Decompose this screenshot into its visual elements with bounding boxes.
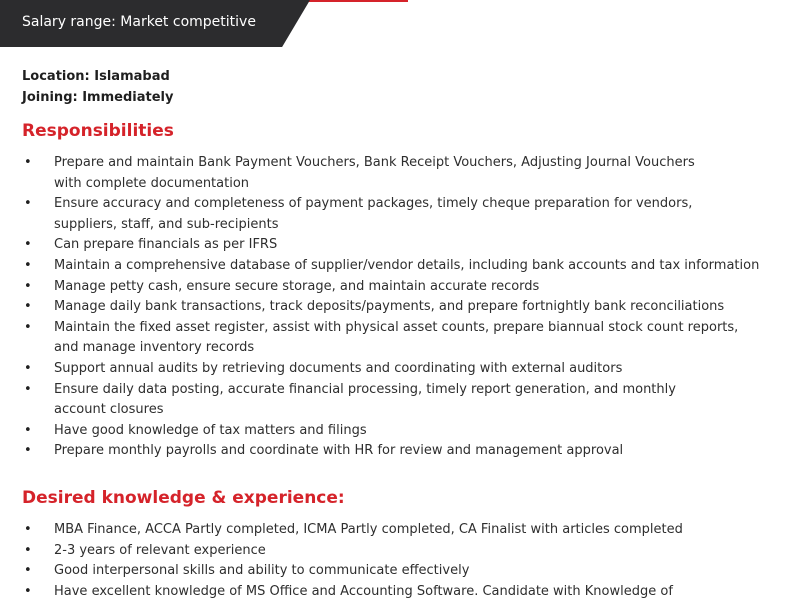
list-item-text: Good interpersonal skills and ability to communicate effectively: [54, 563, 470, 579]
bullet-icon: •: [24, 522, 32, 537]
bullet-icon: •: [24, 583, 32, 599]
bullet-icon: •: [24, 381, 32, 397]
bullet-icon: •: [24, 542, 32, 558]
bullet-icon: •: [24, 155, 32, 170]
bullet-icon: •: [24, 563, 32, 579]
list-item-text: Prepare and maintain Bank Payment Vouchers, Bank Receipt Vouchers, Adjusting Journal Vouchers with complete documentation: [54, 155, 695, 191]
knowledge-heading: Desired knowledge & experience:: [22, 488, 345, 508]
salary-range-text: Salary range: Market competitive: [22, 14, 256, 30]
location-text: Location: Islamabad: [22, 69, 170, 84]
job-meta: [22, 66, 173, 108]
list-item-text: Ensure accuracy and completeness of payment packages, timely cheque preparation for vendors, suppliers, staff, and sub-recipients: [54, 196, 693, 232]
list-item-text: Maintain a comprehensive database of supplier/vendor details, including bank accounts and tax information: [54, 257, 760, 273]
bullet-icon: •: [24, 196, 32, 212]
list-item: [22, 194, 782, 235]
list-item: [22, 441, 782, 462]
list-item-text: Maintain the fixed asset register, assist with physical asset counts, prepare biannual stock count reports, and manage inventory records: [54, 319, 739, 356]
list-item: [22, 421, 782, 442]
responsibilities-heading: Responsibilities: [22, 121, 174, 141]
list-item: [22, 561, 782, 582]
list-item: [22, 318, 782, 359]
list-item: [22, 235, 782, 256]
joining-text: Joining: Immediately: [22, 90, 174, 105]
list-item: [22, 582, 782, 602]
bullet-icon: •: [24, 299, 32, 315]
list-item: [22, 359, 782, 380]
list-item: [22, 380, 782, 421]
list-item: [22, 256, 782, 277]
list-item-text: Can prepare financials as per IFRS: [54, 237, 278, 253]
bullet-icon: •: [24, 422, 32, 438]
list-item-text: 2-3 years of relevant experience: [54, 542, 266, 558]
list-item: [22, 153, 782, 194]
list-item: [22, 277, 782, 298]
list-item-text: MBA Finance, ACCA Partly completed, ICMA Partly completed, CA Finalist with articles completed: [54, 522, 683, 537]
bullet-icon: •: [24, 237, 32, 253]
bullet-icon: •: [24, 443, 32, 459]
bullet-icon: •: [24, 278, 32, 294]
list-item-text: Have excellent knowledge of MS Office and Accounting Software. Candidate with Knowledge of: [54, 583, 673, 599]
list-item: [22, 297, 782, 318]
list-item-text: Prepare monthly payrolls and coordinate with HR for review and management approval: [54, 443, 624, 459]
list-item-text: Manage daily bank transactions, track deposits/payments, and prepare fortnightly bank reconciliations: [54, 299, 725, 315]
bullet-icon: •: [24, 360, 32, 376]
bullet-icon: •: [24, 257, 32, 273]
knowledge-list: [22, 520, 782, 602]
list-item-text: Ensure daily data posting, accurate financial processing, timely report generation, and monthly account closures: [54, 381, 676, 418]
list-item-text: Manage petty cash, ensure secure storage, and maintain accurate records: [54, 278, 540, 294]
responsibilities-list: [22, 153, 782, 462]
bullet-icon: •: [24, 319, 32, 335]
list-item: [22, 541, 782, 562]
list-item-text: Have good knowledge of tax matters and filings: [54, 422, 367, 438]
list-item: [22, 520, 782, 541]
list-item-text: Support annual audits by retrieving documents and coordinating with external auditors: [54, 360, 623, 376]
